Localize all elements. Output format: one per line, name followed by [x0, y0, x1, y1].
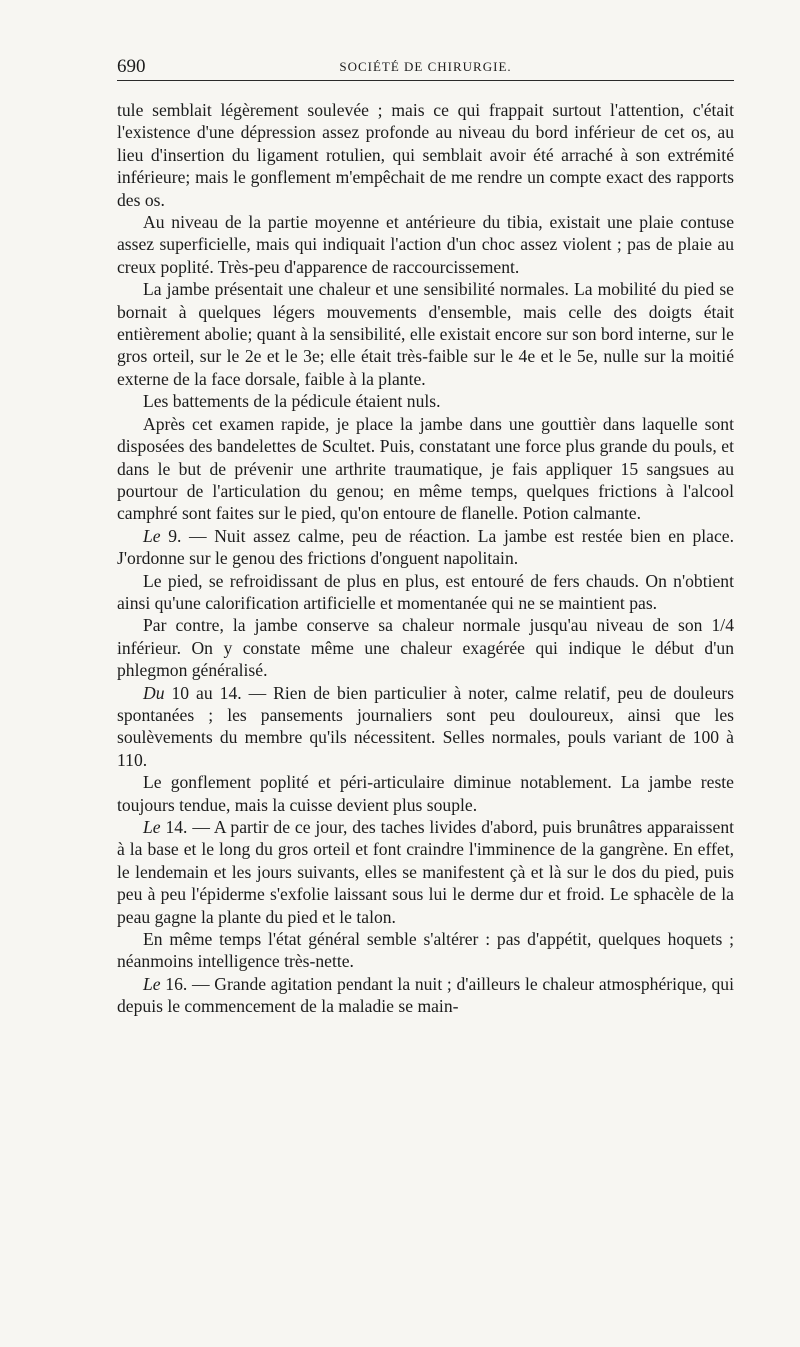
paragraph-text: La jambe présentait une chaleur et une sensibilité normales. La mobilité du pied se bornait à quelques légers mouvements d'ensemble, mais celle des doigts était entièrement abolie; quant à la sensibilité, elle existait encore sur son bord interne, sur le gros orteil, sur le 2e et le 3e; elle était très-faible sur le 4e et le 5e, nulle sur la moitié externe de la face dorsale, faible à la plante.: [117, 279, 734, 389]
body-text: [117, 99, 734, 1018]
paragraph-11: [117, 816, 734, 928]
paragraph-text: En même temps l'état général semble s'altérer : pas d'appétit, quelques hoquets ; néanmoins intelligence très-nette.: [117, 929, 734, 972]
paragraph-3: [117, 278, 734, 390]
paragraph-text: 9. — Nuit assez calme, peu de réaction. La jambe est restée bien en place. J'ordonne sur le genou des frictions d'onguent napolitain.: [117, 525, 734, 569]
paragraph-lead: Du: [143, 682, 165, 703]
paragraph-6: [117, 525, 734, 570]
page-number: 690: [117, 56, 146, 77]
paragraph-text: 10 au 14. — Rien de bien particulier à noter, calme relatif, peu de douleurs spontanées ; les pansements journaliers sont peu douloureux, ainsi que les soulèvements du membre qu'ils nécessitent. Selles normales, pouls variant de 100 à 110.: [117, 682, 734, 770]
paragraph-text: 14. — A partir de ce jour, des taches livides d'abord, puis brunâtres apparaissent à la base et le long du gros orteil et font craindre l'imminence de la gangrène. En effet, le lendemain et les jours suivants, elles se manifestent çà et là sur le dos du pied, puis peu à peu l'épiderme s'exfolie laissant sous lui le derme dur et froid. Le sphacèle de la peau gagne la plante du pied et le talon.: [117, 817, 734, 927]
paragraph-lead: Le: [143, 525, 161, 546]
paragraph-text: tule semblait légèrement soulevée ; mais ce qui frappait surtout l'attention, c'était l'existence d'une dépression assez profonde au niveau du bord inférieur de cet os, au lieu d'insertion du ligament rotulien, qui semblait avoir été arraché à son extrémité inférieure; mais le gonflement m'empêchait de me rendre un compte exact des rapports des os.: [117, 100, 734, 210]
paragraph-text: 16. — Grande agitation pendant la nuit ; d'ailleurs le chaleur atmosphérique, qui depuis le commencement de la maladie se main-: [117, 973, 734, 1017]
paragraph-text: Le pied, se refroidissant de plus en plus, est entouré de fers chauds. On n'obtient ainsi qu'une calorification artificielle et momentanée qui ne se maintient pas.: [117, 570, 734, 613]
paragraph-4: [117, 390, 734, 412]
paragraph-text: Le gonflement poplité et péri-articulaire diminue notablement. La jambe reste toujours tendue, mais la cuisse devient plus souple.: [117, 772, 734, 815]
paragraph-text: Par contre, la jambe conserve sa chaleur normale jusqu'au niveau de son 1/4 inférieur. On y constate même une chaleur exagérée qui indique le début d'un phlegmon généralisé.: [117, 615, 734, 681]
paragraph-text: Les battements de la pédicule étaient nuls.: [143, 391, 441, 412]
paragraph-7: [117, 570, 734, 615]
document-page: [117, 56, 734, 1018]
paragraph-8: [117, 614, 734, 681]
page-header: [117, 56, 734, 81]
paragraph-text: Au niveau de la partie moyenne et antérieure du tibia, existait une plaie contuse assez superficielle, mais qui indiquait l'action d'un choc assez violent ; pas de plaie au creux poplité. Très-peu d'apparence de raccourcissement.: [117, 212, 734, 277]
paragraph-10: [117, 771, 734, 816]
paragraph-text: Après cet examen rapide, je place la jambe dans une gouttièr dans laquelle sont disposées des bandelettes de Scultet. Puis, constatant une force plus grande du pouls, et dans le but de prévenir une arthrite traumatique, je fais appliquer 15 sangsues au pourtour de l'articulation du genou; en même temps, quelques frictions à l'alcool camphré sont faites sur le pied, qu'on entoure de flanelle. Potion calmante.: [117, 413, 734, 524]
paragraph-12: [117, 928, 734, 973]
running-title: SOCIÉTÉ DE CHIRURGIE.: [339, 59, 512, 74]
paragraph-lead: Le: [143, 973, 161, 994]
paragraph-5: [117, 413, 734, 525]
paragraph-1: [117, 99, 734, 211]
paragraph-9: [117, 682, 734, 772]
paragraph-13: [117, 973, 734, 1018]
paragraph-2: [117, 211, 734, 278]
paragraph-lead: Le: [143, 817, 161, 837]
